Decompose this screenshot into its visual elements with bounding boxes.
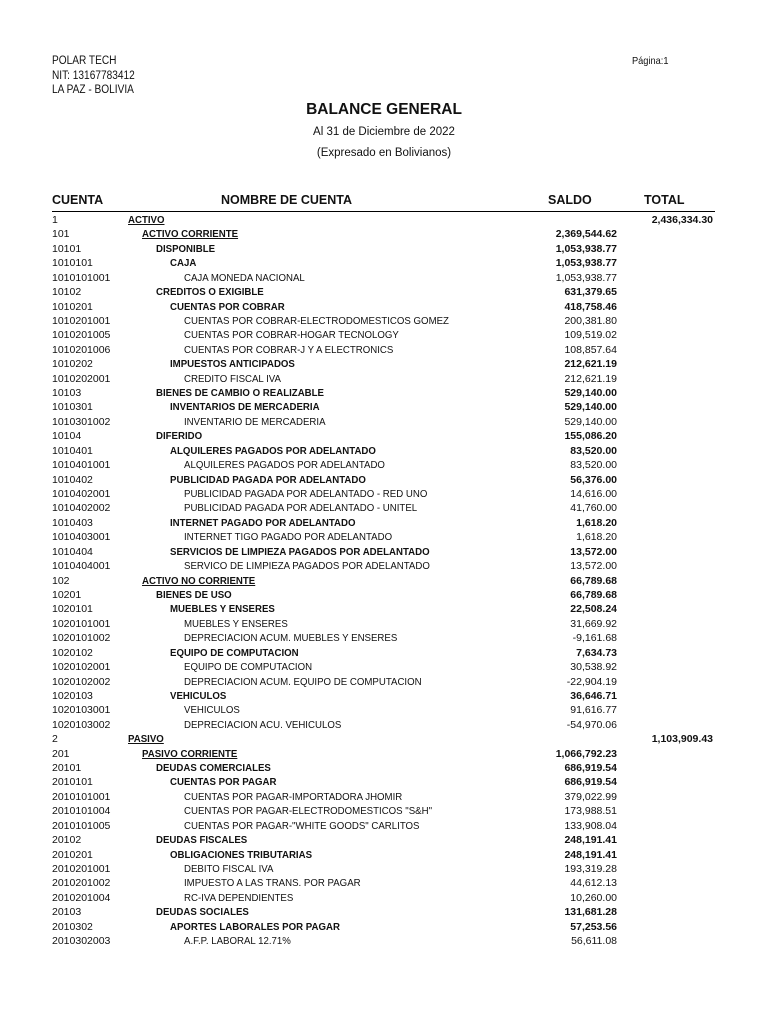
table-row — [52, 934, 715, 948]
table-row — [52, 675, 715, 689]
account-name: CUENTAS POR PAGAR-"WHITE GOODS" CARLITOS — [184, 819, 420, 832]
account-name: ACTIVO CORRIENTE — [142, 228, 239, 241]
account-code: 1010402001 — [52, 488, 111, 501]
account-name: INTERNET TIGO PAGADO POR ADELANTADO — [184, 531, 393, 544]
account-code: 2010201 — [52, 848, 93, 861]
column-headers — [52, 193, 715, 209]
account-code: 1010101001 — [52, 271, 111, 284]
account-code: 1020102001 — [52, 661, 111, 674]
account-saldo: 686,919.54 — [564, 762, 617, 775]
table-row — [52, 732, 715, 746]
table-row — [52, 314, 715, 328]
table-row — [52, 400, 715, 414]
account-code: 1020101002 — [52, 632, 111, 645]
table-row — [52, 761, 715, 775]
account-code: 1020103001 — [52, 704, 111, 717]
table-row — [52, 617, 715, 631]
table-row — [52, 891, 715, 905]
account-name: RC-IVA DEPENDIENTES — [184, 891, 294, 904]
table-row — [52, 444, 715, 458]
table-row — [52, 718, 715, 732]
account-saldo: 13,572.00 — [570, 560, 617, 573]
account-saldo: 57,253.56 — [570, 920, 617, 933]
table-row — [52, 429, 715, 443]
table-row — [52, 227, 715, 241]
account-saldo: 36,646.71 — [570, 689, 617, 702]
account-name: BIENES DE USO — [156, 588, 232, 601]
account-name: A.F.P. LABORAL 12.71% — [184, 935, 291, 948]
account-code: 10101 — [52, 242, 82, 255]
table-row — [52, 415, 715, 429]
account-name: APORTES LABORALES POR PAGAR — [170, 920, 340, 933]
table-row — [52, 804, 715, 818]
account-saldo: 31,669.92 — [570, 617, 617, 630]
account-saldo: -54,970.06 — [566, 718, 617, 731]
table-row — [52, 920, 715, 934]
account-code: 20101 — [52, 762, 82, 775]
table-row — [52, 242, 715, 256]
account-name: CUENTAS POR PAGAR-IMPORTADORA JHOMIR — [184, 790, 403, 803]
account-name: SERVICO DE LIMPIEZA PAGADOS POR ADELANTADO — [184, 560, 430, 573]
account-saldo: 108,857.64 — [564, 343, 617, 356]
table-row — [52, 876, 715, 890]
account-code: 1020103 — [52, 689, 93, 702]
table-row — [52, 905, 715, 919]
account-saldo: 83,520.00 — [570, 444, 617, 457]
report-title: BALANCE GENERAL — [306, 101, 462, 118]
table-row — [52, 372, 715, 386]
account-name: CUENTAS POR COBRAR-HOGAR TECNOLOGY — [184, 329, 399, 342]
account-name: EQUIPO DE COMPUTACION — [170, 646, 299, 659]
account-saldo: 1,618.20 — [576, 531, 617, 544]
account-saldo: 212,621.19 — [564, 372, 617, 385]
account-saldo: 56,376.00 — [570, 473, 617, 486]
account-saldo: 66,789.68 — [570, 574, 617, 587]
account-code: 10103 — [52, 387, 82, 400]
account-code: 1010202 — [52, 358, 93, 371]
account-name: CUENTAS POR COBRAR-ELECTRODOMESTICOS GOMEZ — [184, 314, 449, 327]
account-name: BIENES DE CAMBIO O REALIZABLE — [156, 387, 324, 400]
account-code: 1020101 — [52, 603, 93, 616]
account-name: MUEBLES Y ENSERES — [170, 603, 275, 616]
account-code: 2010101001 — [52, 790, 111, 803]
account-code: 1010201006 — [52, 343, 111, 356]
account-code: 10102 — [52, 286, 82, 299]
company-nit: NIT: 13167783412 — [52, 69, 135, 82]
account-name: DEPRECIACION ACUM. EQUIPO DE COMPUTACION — [184, 675, 422, 688]
account-name: INVENTARIO DE MERCADERIA — [184, 415, 326, 428]
account-code: 2010302 — [52, 920, 93, 933]
account-name: DISPONIBLE — [156, 242, 216, 255]
table-row — [52, 559, 715, 573]
account-saldo: 41,760.00 — [570, 502, 617, 515]
account-saldo: -22,904.19 — [566, 675, 617, 688]
account-name: OBLIGACIONES TRIBUTARIAS — [170, 848, 313, 861]
account-saldo: 379,022.99 — [564, 790, 617, 803]
account-code: 201 — [52, 747, 70, 760]
account-saldo: 200,381.80 — [564, 314, 617, 327]
header-nombre: NOMBRE DE CUENTA — [221, 193, 353, 207]
account-code: 1010301002 — [52, 415, 111, 428]
table-row — [52, 848, 715, 862]
account-name: DIFERIDO — [156, 430, 203, 443]
account-name: INVENTARIOS DE MERCADERIA — [170, 401, 320, 414]
account-name: PUBLICIDAD PAGADA POR ADELANTADO - UNITEL — [184, 502, 418, 515]
account-saldo: 529,140.00 — [564, 387, 617, 400]
account-name: PASIVO — [128, 733, 164, 746]
table-row — [52, 285, 715, 299]
account-total: 2,436,334.30 — [651, 214, 713, 226]
account-saldo: 173,988.51 — [564, 805, 617, 818]
table-row — [52, 703, 715, 717]
account-code: 1020102002 — [52, 675, 111, 688]
account-name: PUBLICIDAD PAGADA POR ADELANTADO — [170, 473, 366, 486]
account-name: CAJA — [170, 257, 197, 270]
account-name: PUBLICIDAD PAGADA POR ADELANTADO - RED UNO — [184, 488, 428, 501]
account-name: CUENTAS POR COBRAR — [170, 300, 285, 313]
account-name: CUENTAS POR PAGAR-ELECTRODOMESTICOS "S&H" — [184, 805, 433, 818]
table-row — [52, 213, 715, 227]
account-code: 20102 — [52, 834, 82, 847]
table-row — [52, 588, 715, 602]
account-name: ALQUILERES PAGADOS POR ADELANTADO — [170, 444, 376, 457]
table-row — [52, 819, 715, 833]
account-code: 1010201001 — [52, 314, 111, 327]
account-saldo: -9,161.68 — [572, 632, 617, 645]
account-saldo: 22,508.24 — [570, 603, 617, 616]
table-row — [52, 646, 715, 660]
table-row — [52, 458, 715, 472]
account-code: 1010202001 — [52, 372, 111, 385]
account-table — [52, 213, 715, 949]
account-saldo: 14,616.00 — [570, 488, 617, 501]
report-currency: (Expresado en Bolivianos) — [316, 147, 452, 159]
report-date: Al 31 de Diciembre de 2022 — [313, 126, 455, 138]
table-row — [52, 343, 715, 357]
account-code: 1010403001 — [52, 531, 111, 544]
account-saldo: 631,379.65 — [564, 286, 617, 299]
account-saldo: 686,919.54 — [564, 776, 617, 789]
account-saldo: 133,908.04 — [564, 819, 617, 832]
account-saldo: 248,191.41 — [564, 848, 617, 861]
account-name: DEUDAS FISCALES — [156, 834, 248, 847]
table-row — [52, 328, 715, 342]
account-code: 1010201005 — [52, 329, 111, 342]
account-saldo: 193,319.28 — [564, 862, 617, 875]
account-name: MUEBLES Y ENSERES — [184, 617, 288, 630]
account-saldo: 212,621.19 — [564, 358, 617, 371]
account-saldo: 66,789.68 — [570, 588, 617, 601]
account-code: 1010403 — [52, 516, 93, 529]
account-name: INTERNET PAGADO POR ADELANTADO — [170, 516, 356, 529]
account-code: 1010402002 — [52, 502, 111, 515]
account-code: 1 — [52, 214, 58, 226]
account-name: IMPUESTO A LAS TRANS. POR PAGAR — [184, 877, 361, 890]
account-name: IMPUESTOS ANTICIPADOS — [170, 358, 295, 371]
table-row — [52, 574, 715, 588]
account-code: 1010404 — [52, 545, 93, 558]
table-row — [52, 602, 715, 616]
account-code: 2010101005 — [52, 819, 111, 832]
account-name: VEHICULOS — [170, 689, 227, 702]
account-name: CUENTAS POR COBRAR-J Y A ELECTRONICS — [184, 343, 394, 356]
account-saldo: 109,519.02 — [564, 329, 617, 342]
account-code: 102 — [52, 574, 70, 587]
table-row — [52, 300, 715, 314]
table-row — [52, 501, 715, 515]
account-code: 2010201004 — [52, 891, 111, 904]
account-saldo: 1,066,792.23 — [555, 747, 617, 760]
account-code: 1010404001 — [52, 560, 111, 573]
table-row — [52, 516, 715, 530]
table-row — [52, 357, 715, 371]
header-total: TOTAL — [644, 193, 685, 207]
table-row — [52, 530, 715, 544]
account-code: 1010402 — [52, 473, 93, 486]
table-row — [52, 833, 715, 847]
table-row — [52, 545, 715, 559]
account-code: 1010301 — [52, 401, 93, 414]
account-saldo: 13,572.00 — [570, 545, 617, 558]
header-divider — [52, 211, 715, 212]
account-saldo: 30,538.92 — [570, 661, 617, 674]
table-row — [52, 660, 715, 674]
account-code: 2010302003 — [52, 935, 111, 948]
account-saldo: 1,053,938.77 — [555, 242, 617, 255]
account-name: EQUIPO DE COMPUTACION — [184, 661, 313, 674]
account-code: 1020102 — [52, 646, 93, 659]
account-saldo: 1,618.20 — [576, 516, 617, 529]
account-saldo: 248,191.41 — [564, 834, 617, 847]
account-code: 2010101 — [52, 776, 93, 789]
account-name: CREDITO FISCAL IVA — [184, 372, 281, 385]
header-saldo: SALDO — [548, 193, 592, 207]
table-row — [52, 256, 715, 270]
table-row — [52, 747, 715, 761]
company-name: POLAR TECH — [52, 55, 117, 67]
table-row — [52, 487, 715, 501]
account-code: 10201 — [52, 588, 82, 601]
account-saldo: 1,053,938.77 — [555, 257, 617, 270]
account-name: ACTIVO — [128, 214, 165, 226]
account-code: 2 — [52, 733, 58, 746]
account-code: 1010201 — [52, 300, 93, 313]
account-code: 1010401 — [52, 444, 93, 457]
account-saldo: 529,140.00 — [564, 415, 617, 428]
account-saldo: 7,634.73 — [576, 646, 617, 659]
account-code: 10104 — [52, 430, 82, 443]
account-saldo: 529,140.00 — [564, 401, 617, 414]
table-row — [52, 790, 715, 804]
account-code: 2010101004 — [52, 805, 111, 818]
account-name: DEUDAS COMERCIALES — [156, 762, 271, 775]
table-row — [52, 775, 715, 789]
account-name: DEPRECIACION ACU. VEHICULOS — [184, 718, 342, 731]
account-code: 2010201001 — [52, 862, 111, 875]
account-total: 1,103,909.43 — [651, 733, 713, 746]
account-code: 2010201002 — [52, 877, 111, 890]
account-name: DEUDAS SOCIALES — [156, 906, 249, 919]
account-name: ACTIVO NO CORRIENTE — [142, 574, 256, 587]
account-saldo: 155,086.20 — [564, 430, 617, 443]
account-saldo: 131,681.28 — [564, 906, 617, 919]
account-name: DEBITO FISCAL IVA — [184, 862, 274, 875]
account-name: CREDITOS O EXIGIBLE — [156, 286, 264, 299]
account-name: CUENTAS POR PAGAR — [170, 776, 277, 789]
account-code: 1020103002 — [52, 718, 111, 731]
account-name: PASIVO CORRIENTE — [142, 747, 238, 760]
account-code: 1010401001 — [52, 459, 111, 472]
table-row — [52, 386, 715, 400]
account-saldo: 91,616.77 — [570, 704, 617, 717]
account-saldo: 83,520.00 — [570, 459, 617, 472]
account-code: 1010101 — [52, 257, 93, 270]
table-row — [52, 473, 715, 487]
company-location: LA PAZ - BOLIVIA — [52, 84, 134, 97]
account-saldo: 44,612.13 — [570, 877, 617, 890]
account-name: DEPRECIACION ACUM. MUEBLES Y ENSERES — [184, 632, 398, 645]
table-row — [52, 271, 715, 285]
account-code: 101 — [52, 228, 70, 241]
account-saldo: 2,369,544.62 — [555, 228, 617, 241]
company-info — [52, 54, 135, 98]
header-cuenta: CUENTA — [52, 193, 104, 207]
page-number: Página:1 — [632, 55, 669, 67]
table-row — [52, 689, 715, 703]
account-code: 20103 — [52, 906, 82, 919]
account-name: CAJA MONEDA NACIONAL — [184, 271, 305, 284]
account-saldo: 418,758.46 — [564, 300, 617, 313]
account-saldo: 10,260.00 — [570, 891, 617, 904]
account-name: SERVICIOS DE LIMPIEZA PAGADOS POR ADELANTADO — [170, 545, 430, 558]
account-name: ALQUILERES PAGADOS POR ADELANTADO — [184, 459, 385, 472]
account-code: 1020101001 — [52, 617, 111, 630]
account-name: VEHICULOS — [184, 704, 240, 717]
account-saldo: 56,611.08 — [571, 935, 617, 948]
account-saldo: 1,053,938.77 — [555, 271, 617, 284]
table-row — [52, 631, 715, 645]
table-row — [52, 862, 715, 876]
